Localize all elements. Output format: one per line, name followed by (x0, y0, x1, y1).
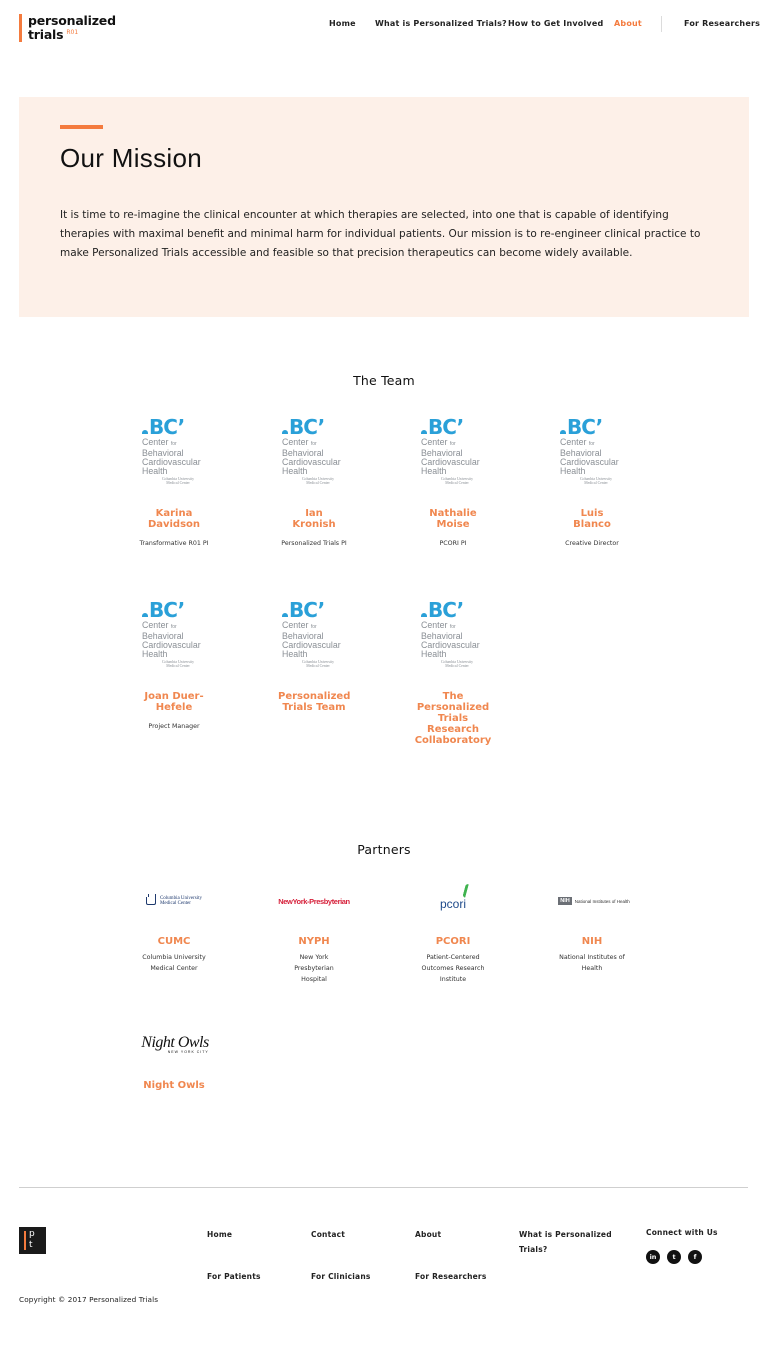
cbcb-logo: BC’ Center for Behavioral Cardiovascular Health Columbia University Medical Center (421, 598, 480, 668)
team-member-role: Personalized Trials PI (281, 540, 347, 547)
cbcb-logo-line2: Behavioral (142, 631, 184, 641)
footer-link-for-researchers[interactable]: For Researchers (415, 1272, 487, 1281)
team-member-card (264, 691, 364, 713)
cbcb-logo: BC’ Center for Behavioral Cardiovascular Health Columbia University Medical Center (142, 415, 201, 485)
team-member-name[interactable]: Karina Davidson (147, 508, 201, 530)
nav-for-researchers[interactable]: For Researchers (684, 19, 761, 28)
nyph-logo-text: NewYork-Presbyterian (278, 896, 350, 906)
cbcb-logo-foot1: Columbia University (441, 660, 473, 664)
team-member-name[interactable]: Nathalie Moise (429, 508, 477, 530)
twitter-icon[interactable]: t (667, 1250, 681, 1264)
team-member-card (542, 508, 642, 549)
footer-divider (19, 1187, 748, 1188)
partner-card (124, 1080, 224, 1091)
footer-link-home[interactable]: Home (207, 1230, 233, 1239)
connect-label: Connect with Us (646, 1228, 718, 1237)
nav-divider (661, 16, 662, 32)
team-member-name[interactable]: Personalized Trials Team (278, 691, 351, 713)
team-member-card (403, 691, 503, 746)
cbcb-logo-mark: BC (289, 415, 318, 439)
footer-logo-p: p (29, 1229, 35, 1239)
cbcb-logo-line1: Center (421, 437, 448, 447)
cbcb-logo-line4: Health (421, 466, 447, 476)
team-member-card (403, 508, 503, 549)
partner-name[interactable]: Night Owls (143, 1080, 205, 1091)
cbcb-logo-line2: Behavioral (421, 448, 463, 458)
nih-logo-text: National Institutes of Health (574, 898, 630, 904)
facebook-icon[interactable]: f (688, 1250, 702, 1264)
nyph-logo (270, 890, 358, 912)
cbcb-logo-foot1: Columbia University (302, 660, 334, 664)
partner-name[interactable]: NIH (581, 936, 603, 947)
cbcb-logo-line3: Cardiovascular (282, 640, 341, 650)
cbcb-logo-foot1: Columbia University (302, 477, 334, 481)
footer-link-for-clinicians[interactable]: For Clinicians (311, 1272, 371, 1281)
footer-logo-t: t (29, 1240, 33, 1250)
footer-link-for-patients[interactable]: For Patients (207, 1272, 261, 1281)
cumc-logo-line2: Medical Center (159, 901, 191, 906)
team-member-name[interactable]: Joan Duer-Hefele (144, 691, 204, 713)
cbcb-logo-foot2: Medical Center (445, 664, 469, 668)
nav-about[interactable]: About (614, 19, 642, 28)
cbcb-logo-line1: Center (421, 620, 448, 630)
cbcb-logo-line1: Center (560, 437, 587, 447)
cbcb-logo: BC’ Center for Behavioral Cardiovascular Health Columbia University Medical Center (282, 598, 341, 668)
cbcb-logo-line3: Cardiovascular (421, 457, 480, 467)
cbcb-logo-line2: Behavioral (142, 448, 184, 458)
cbcb-logo: BC’ Center for Behavioral Cardiovascular Health Columbia University Medical Center (142, 598, 201, 668)
partner-card (264, 936, 364, 985)
cbcb-logo-line1-small: for (310, 441, 317, 447)
cbcb-logo-mark: BC (149, 598, 178, 622)
cumc-logo (136, 890, 212, 912)
footer-logo[interactable] (19, 1227, 46, 1254)
cbcb-logo-line1: Center (282, 437, 309, 447)
cbcb-logo-line2: Behavioral (282, 448, 324, 458)
cbcb-logo-line4: Health (282, 649, 308, 659)
cbcb-logo-foot2: Medical Center (445, 481, 469, 485)
cbcb-logo-line1-small: for (170, 624, 177, 630)
cbcb-logo-line3: Cardiovascular (560, 457, 619, 467)
cbcb-logo-line4: Health (142, 649, 168, 659)
cbcb-logo-line2: Behavioral (421, 631, 463, 641)
pcori-logo (420, 892, 486, 916)
logo-sup: R01 (66, 29, 79, 36)
cumc-logo-line1: Columbia University (159, 895, 203, 901)
team-member-role: PCORI PI (439, 540, 467, 547)
nih-logo (552, 890, 636, 912)
team-member-card (124, 691, 224, 732)
mission-body: It is time to re-imagine the clinical encounter at which therapies are selected, into one that is capable of identifying therapies with maximal benefit and minimal harm for individual patients. Our mission is to re-engineer clinical practice to make Personalized Trials accessible and feasible so that precision therapeutics can become widely available. (60, 209, 701, 259)
cbcb-logo-line3: Cardiovascular (142, 457, 201, 467)
cbcb-logo-mark: BC (428, 598, 457, 622)
cbcb-logo-line1-small: for (449, 441, 456, 447)
cbcb-logo-line4: Health (421, 649, 447, 659)
mission-accent-bar (60, 125, 103, 129)
site-header (0, 0, 768, 60)
cbcb-logo: BC’ Center for Behavioral Cardiovascular Health Columbia University Medical Center (282, 415, 341, 485)
cbcb-logo-line4: Health (560, 466, 586, 476)
logo-line2: trials (28, 27, 64, 42)
footer-link-what-is-personalized-trials[interactable]: What is Personalized Trials? (519, 1230, 612, 1254)
nav-home[interactable]: Home (329, 19, 356, 28)
partner-card (124, 936, 224, 974)
partner-card (403, 936, 503, 985)
nih-logo-box: NIH (560, 898, 570, 904)
cbcb-logo-mark: BC (428, 415, 457, 439)
mission-title: Our Mission (60, 143, 202, 173)
pcori-logo-text: pcori (439, 897, 466, 911)
partner-name[interactable]: CUMC (157, 936, 191, 947)
team-member-name[interactable]: Ian Kronish (292, 508, 336, 530)
cbcb-logo-foot2: Medical Center (306, 664, 330, 668)
logo-line1: personalized (28, 13, 116, 28)
team-member-role: Creative Director (565, 540, 619, 547)
cbcb-logo-line1: Center (142, 437, 169, 447)
cbcb-logo-mark: BC (149, 415, 178, 439)
cbcb-logo-foot1: Columbia University (580, 477, 612, 481)
cbcb-logo-foot2: Medical Center (306, 481, 330, 485)
team-member-card (124, 508, 224, 549)
cbcb-logo-line3: Cardiovascular (282, 457, 341, 467)
cbcb-logo-line4: Health (142, 466, 168, 476)
linkedin-icon[interactable]: in (646, 1250, 660, 1264)
footer-link-contact[interactable]: Contact (311, 1230, 346, 1239)
cbcb-logo-foot2: Medical Center (166, 481, 190, 485)
partner-name[interactable]: PCORI (435, 936, 471, 947)
night-owls-logo (138, 1030, 212, 1060)
crown-icon (146, 897, 156, 905)
partner-card (542, 936, 642, 974)
cbcb-logo-line1-small: for (170, 441, 177, 447)
cbcb-logo-line2: Behavioral (560, 448, 602, 458)
cbcb-logo: BC’ Center for Behavioral Cardiovascular Health Columbia University Medical Center (560, 415, 619, 485)
team-member-role: Project Manager (148, 723, 200, 730)
partner-name[interactable]: NYPH (298, 936, 330, 947)
cbcb-logo-foot2: Medical Center (584, 481, 608, 485)
footer-link-about[interactable]: About (415, 1230, 442, 1239)
cbcb-logo-foot1: Columbia University (441, 477, 473, 481)
owls-logo-text: Night Owls (141, 1034, 209, 1051)
team-member-role: Transformative R01 PI (139, 540, 209, 547)
mission-section (19, 97, 749, 317)
partners-title: Partners (357, 842, 411, 857)
cbcb-logo-foot1: Columbia University (162, 660, 194, 664)
cbcb-logo-line1: Center (282, 620, 309, 630)
cbcb-logo-mark: BC (289, 598, 318, 622)
cbcb-logo-line1: Center (142, 620, 169, 630)
cbcb-logo-line3: Cardiovascular (142, 640, 201, 650)
nav-what-is-personalized-trials[interactable]: What is Personalized Trials? (375, 19, 507, 28)
cbcb-logo: BC’ Center for Behavioral Cardiovascular Health Columbia University Medical Center (421, 415, 480, 485)
cbcb-logo-line4: Health (282, 466, 308, 476)
partner-description: National Institutes of Health (559, 954, 625, 972)
partner-description: Patient-Centered Outcomes Research Institute (421, 954, 485, 983)
partner-description: New York Presbyterian Hospital (294, 954, 334, 983)
cbcb-logo-foot2: Medical Center (166, 664, 190, 668)
owls-logo-sub: NEW YORK CITY (167, 1050, 209, 1054)
figure-icon (462, 883, 471, 898)
team-member-card (264, 508, 364, 549)
team-member-name[interactable]: Luis Blanco (573, 508, 611, 530)
copyright-text: Copyright © 2017 Personalized Trials (19, 1295, 159, 1304)
cbcb-logo-foot1: Columbia University (162, 477, 194, 481)
cbcb-logo-line2: Behavioral (282, 631, 324, 641)
cbcb-logo-line3: Cardiovascular (421, 640, 480, 650)
team-title: The Team (353, 373, 415, 388)
cbcb-logo-line1-small: for (310, 624, 317, 630)
nav-how-to-get-involved[interactable]: How to Get Involved (508, 19, 604, 28)
cbcb-logo-line1-small: for (588, 441, 595, 447)
cbcb-logo-mark: BC (567, 415, 596, 439)
site-logo[interactable] (19, 14, 116, 42)
partner-description: Columbia University Medical Center (142, 954, 206, 972)
cbcb-logo-line1-small: for (449, 624, 456, 630)
team-member-name[interactable]: The Personalized Trials Research Collaboratory (414, 691, 492, 746)
